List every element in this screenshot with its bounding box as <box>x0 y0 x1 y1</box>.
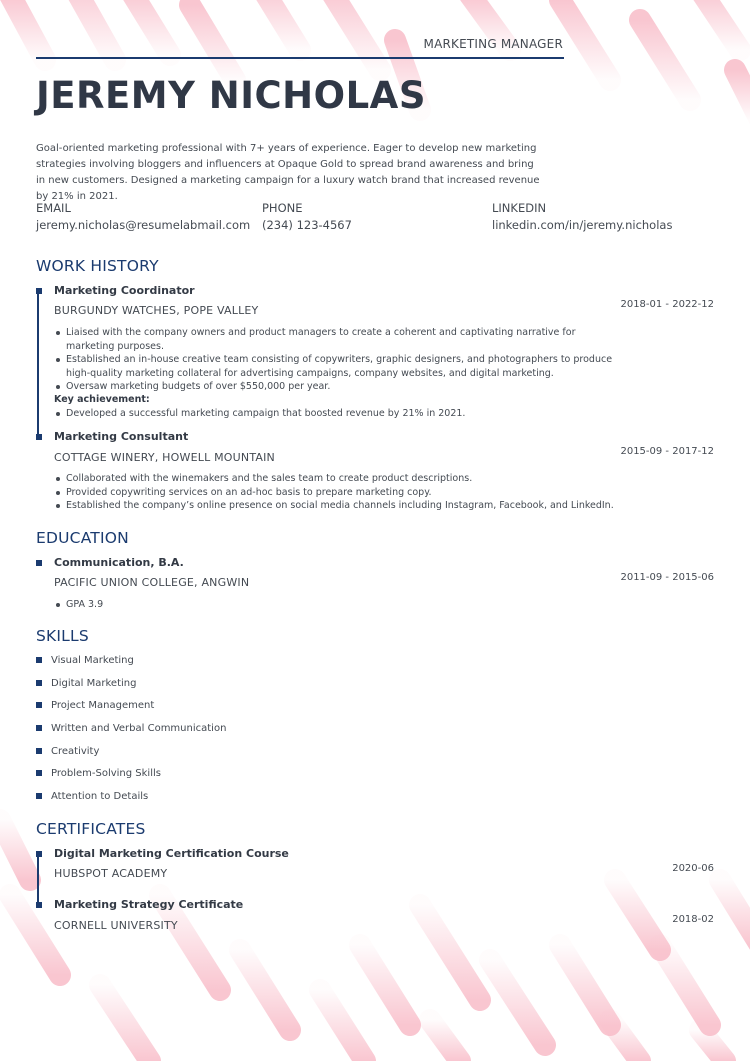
email-label: EMAIL <box>36 201 71 215</box>
skill-item: Attention to Details <box>36 790 226 813</box>
timeline-marker <box>36 288 42 294</box>
summary-paragraph: Goal-oriented marketing professional with 7+ years of experience. Eager to develop new marketing strategies involving bloggers and influencers at Opaque Gold to spread brand awareness and bring in new customers. Designed a marketing campaign for a luxury watch brand that increased revenue by 21% in 2021. <box>36 143 540 202</box>
education-school: PACIFIC UNION COLLEGE, ANGWIN <box>54 576 250 589</box>
list-item: Collaborated with the winemakers and the sales team to create product descriptions. <box>54 472 624 486</box>
title-divider <box>36 57 564 59</box>
key-achievement-label: Key achievement: <box>54 394 150 405</box>
list-item: Liaised with the company owners and product managers to create a coherent and captivating narrative for marketing purposes. <box>54 326 624 353</box>
skill-item: Visual Marketing <box>36 654 226 677</box>
job-1-organization: BURGUNDY WATCHES, POPE VALLEY <box>54 304 259 317</box>
linkedin-label: LINKEDIN <box>492 201 547 215</box>
contact-linkedin <box>492 201 672 233</box>
certificate-2-title: Marketing Strategy Certificate <box>54 898 244 911</box>
job-1-bullets <box>54 326 624 394</box>
skill-item: Project Management <box>36 699 226 722</box>
job-title: MARKETING MANAGER <box>423 37 563 51</box>
certificates-timeline-line <box>37 852 39 907</box>
certificate-1-organization: HUBSPOT ACADEMY <box>54 867 168 880</box>
certificate-1-title: Digital Marketing Certification Course <box>54 847 289 860</box>
work-timeline-line <box>37 289 39 439</box>
contact-email <box>36 201 250 233</box>
certificate-1-date: 2020-06 <box>672 863 714 874</box>
list-item: Provided copywriting services on an ad-hoc basis to prepare marketing copy. <box>54 486 624 500</box>
phone-label: PHONE <box>262 201 303 215</box>
education-dates: 2011-09 - 2015-06 <box>620 572 714 583</box>
skills-list <box>36 654 226 813</box>
education-degree: Communication, B.A. <box>54 556 184 569</box>
certificate-2-date: 2018-02 <box>672 914 714 925</box>
list-item: GPA 3.9 <box>54 598 624 612</box>
job-2-title: Marketing Consultant <box>54 430 189 443</box>
timeline-marker <box>36 560 42 566</box>
timeline-marker <box>36 851 42 857</box>
job-2-bullets <box>54 472 624 513</box>
timeline-marker <box>36 434 42 440</box>
list-item: Oversaw marketing budgets of over $550,000 per year. <box>54 380 624 394</box>
contact-phone <box>262 201 352 233</box>
skill-item: Digital Marketing <box>36 677 226 700</box>
job-2-organization: COTTAGE WINERY, HOWELL MOUNTAIN <box>54 451 275 464</box>
email-value: jeremy.nicholas@resumelabmail.com <box>36 218 251 232</box>
work-history-heading: WORK HISTORY <box>36 257 159 275</box>
list-item: Established the company’s online presence on social media channels including Instagram, Facebook, and LinkedIn. <box>54 499 624 513</box>
skill-item: Problem-Solving Skills <box>36 767 226 790</box>
list-item: Established an in-house creative team consisting of copywriters, graphic designers, and photographers to produce high-quality marketing collateral for advertising campaigns, company websites, and digital marketing. <box>54 353 624 380</box>
skills-heading: SKILLS <box>36 627 89 645</box>
skill-item: Written and Verbal Communication <box>36 722 226 745</box>
timeline-marker <box>36 902 42 908</box>
job-1-title: Marketing Coordinator <box>54 284 195 297</box>
phone-value: (234) 123-4567 <box>262 218 352 232</box>
job-1-key-bullets <box>54 407 624 421</box>
candidate-name: JEREMY NICHOLAS <box>36 74 426 117</box>
certificates-heading: CERTIFICATES <box>36 820 146 838</box>
certificate-2-organization: CORNELL UNIVERSITY <box>54 919 178 932</box>
linkedin-value: linkedin.com/in/jeremy.nicholas <box>492 218 673 232</box>
skill-item: Creativity <box>36 745 226 768</box>
list-item: Developed a successful marketing campaign that boosted revenue by 21% in 2021. <box>54 407 624 421</box>
education-bullets <box>54 598 624 612</box>
education-heading: EDUCATION <box>36 529 129 547</box>
job-2-dates: 2015-09 - 2017-12 <box>620 446 714 457</box>
job-1-dates: 2018-01 - 2022-12 <box>620 299 714 310</box>
